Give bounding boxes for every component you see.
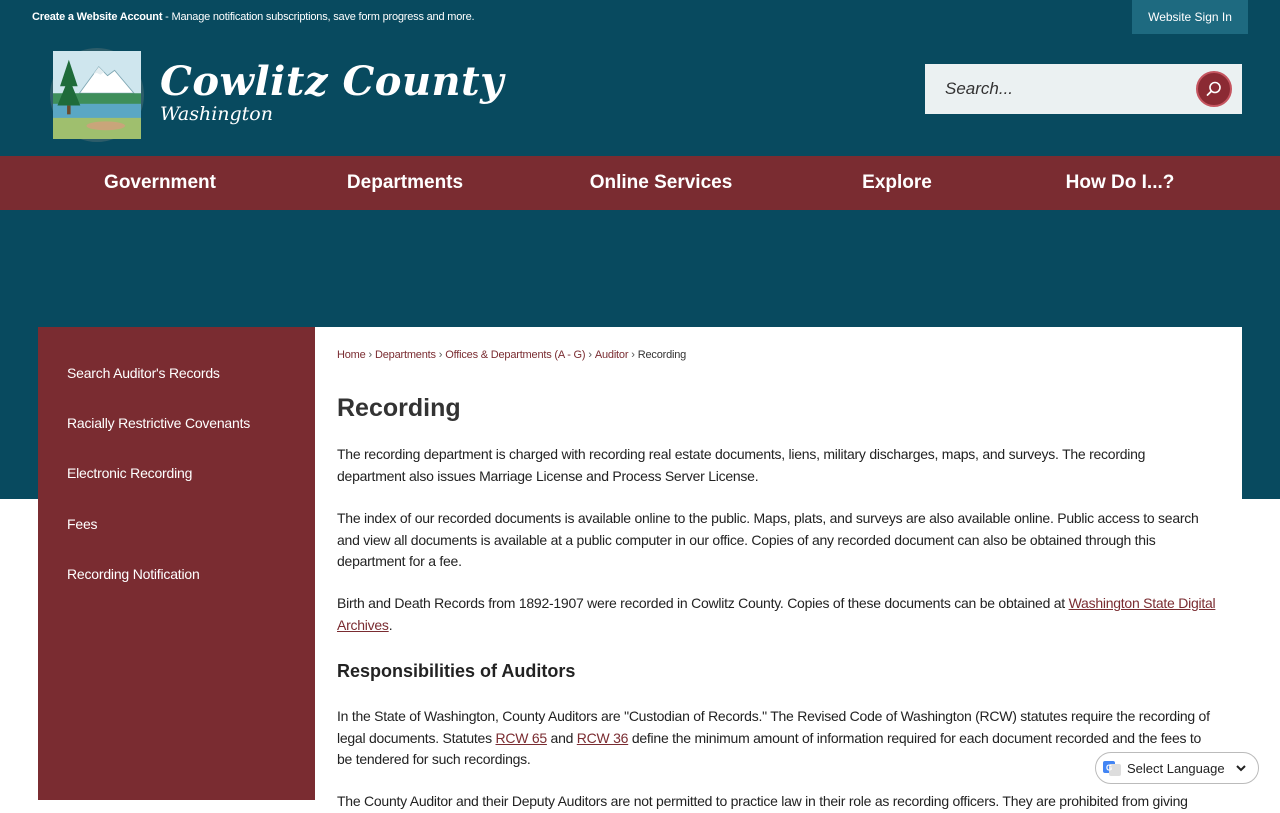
breadcrumb-offices-a-g[interactable]: Offices & Departments (A - G) [445,349,586,361]
sidebar-item-fees[interactable]: Fees [67,516,98,532]
sidebar-item-racially-restrictive-covenants[interactable]: Racially Restrictive Covenants [67,415,251,431]
site-subtitle: Washington [160,103,273,125]
site-title[interactable]: Cowlitz County [160,58,504,105]
conjunction-text: and [550,729,574,746]
breadcrumb-home[interactable]: Home [337,349,366,361]
search-box [925,64,1242,114]
seal-graphic [53,51,141,139]
breadcrumb-separator: › [631,349,635,361]
nav-online-services[interactable]: Online Services [589,172,733,193]
google-translate-icon [1102,758,1122,778]
breadcrumb-departments[interactable]: Departments [375,349,436,361]
breadcrumb [337,349,686,361]
search-icon [1205,80,1223,98]
breadcrumb-separator: › [588,349,592,361]
sidebar-nav [38,327,315,800]
birth-death-text: Birth and Death Records from 1892-1907 were recorded in Cowlitz County. Copies of these documents can be obtained at [337,595,1065,611]
nav-departments[interactable]: Departments [346,172,464,193]
nav-government[interactable]: Government [104,172,216,193]
create-account-link[interactable]: Create a Website Account [32,11,163,23]
chevron-down-icon [1234,761,1248,775]
responsibilities-text: In the State of Washington, County Auditors are "Custodian of Records." The Revised Code of Washington (RCW) statutes require the recording of legal documents. Statutes [337,708,1210,746]
responsibilities-text-end: define the minimum amount of information required for each document recorded and the fees to be tendered for such recordings. [337,729,1202,767]
sentence-end: . [388,616,393,633]
nav-how-do-i[interactable]: How Do I...? [1065,172,1175,193]
account-notice-text: - Manage notification subscriptions, save form progress and more. [165,11,475,23]
language-selector[interactable] [1095,752,1259,784]
sidebar-item-electronic-recording[interactable]: Electronic Recording [67,465,193,481]
breadcrumb-separator: › [368,349,373,361]
breadcrumb-auditor[interactable]: Auditor [594,349,629,361]
search-input[interactable] [925,64,1193,114]
sidebar-item-recording-notification[interactable]: Recording Notification [67,566,200,582]
main-content [315,327,1242,809]
page-title: Recording [337,394,461,422]
sidebar-item-search-auditors-records[interactable]: Search Auditor's Records [67,365,220,381]
search-button[interactable] [1196,71,1232,107]
nav-explore[interactable]: Explore [862,172,932,193]
index-paragraph: The index of our recorded documents is available online to the public. Maps, plats, and surveys are also available online. Public access to search and view all documents is available at a public computer in our office. Copies of any recorded document can also be obtained through this department for a fee. [337,510,1199,569]
intro-paragraph: The recording department is charged with recording real estate documents, liens, military discharges, maps, and surveys. The recording department also issues Marriage License and Process Server License. [337,446,1146,484]
site-header [0,36,1280,156]
digital-archives-link[interactable]: Washington State Digital Archives [337,595,1216,633]
top-utility-bar [0,0,1280,36]
county-seal-logo[interactable] [50,48,144,142]
section-heading: Responsibilities of Auditors [337,661,576,681]
svg-text:G: G [1106,763,1113,773]
breadcrumb-separator: › [438,349,443,361]
language-selector-label: Select Language [1127,760,1225,776]
responsibilities-paragraph [337,706,1217,771]
practice-law-paragraph: The County Auditor and their Deputy Auditors are not permitted to practice law in their role as recording officers. They are prohibited from giving [337,793,1188,809]
birth-death-paragraph [337,593,1217,636]
main-navigation [0,156,1280,210]
rcw-65-link[interactable]: RCW 65 [495,729,547,746]
rcw-36-link[interactable]: RCW 36 [576,729,629,746]
sign-in-button[interactable]: Website Sign In [1132,0,1248,34]
account-notice [32,11,474,23]
breadcrumb-current: Recording [637,349,687,361]
